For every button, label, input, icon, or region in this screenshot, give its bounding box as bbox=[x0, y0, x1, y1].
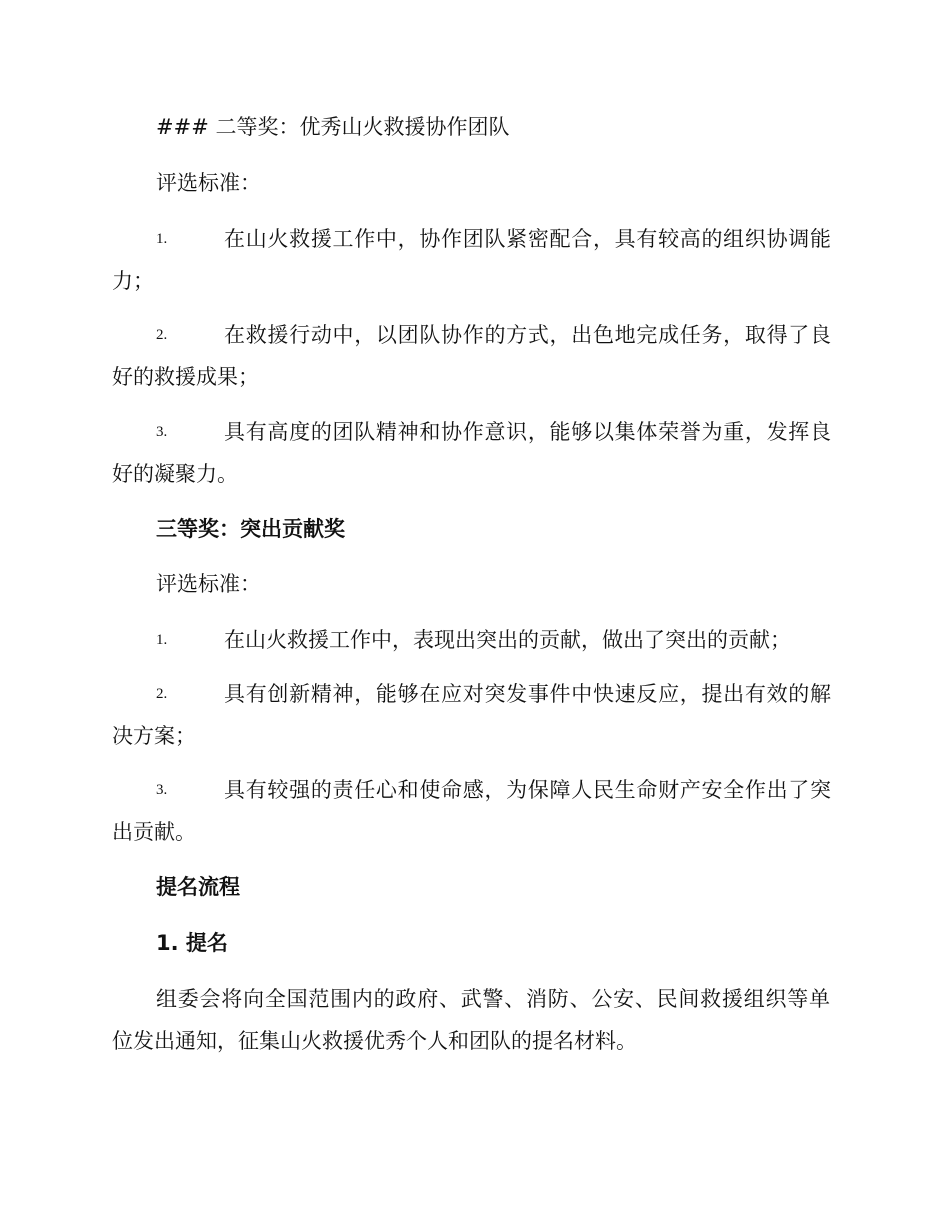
list-item-text-continued: 出贡献。 bbox=[112, 820, 196, 844]
list-item-text-continued: 决方案； bbox=[112, 724, 196, 748]
list-number: 1. bbox=[156, 632, 168, 648]
second-prize-criteria-label: 评选标准： bbox=[156, 171, 261, 195]
third-prize-criteria-label: 评选标准： bbox=[156, 572, 261, 596]
list-item-text-continued: 力； bbox=[112, 269, 154, 293]
list-item-text: 具有高度的团队精神和协作意识，能够以集体荣誉为重，发挥良 bbox=[224, 420, 831, 444]
list-number: 3. bbox=[156, 424, 168, 440]
list-item-text-continued: 好的凝聚力。 bbox=[112, 462, 238, 486]
list-number: 2. bbox=[156, 686, 168, 702]
third-prize-heading: 三等奖：突出贡献奖 bbox=[156, 517, 345, 541]
second-prize-heading: ### 二等奖：优秀山火救援协作团队 bbox=[156, 115, 510, 139]
nomination-heading: 提名流程 bbox=[156, 875, 240, 899]
list-number: 3. bbox=[156, 782, 168, 798]
nomination-paragraph-line-2: 位发出通知，征集山火救援优秀个人和团队的提名材料。 bbox=[112, 1029, 637, 1053]
list-item-text-continued: 好的救援成果； bbox=[112, 365, 259, 389]
nomination-step-heading: 1. 提名 bbox=[156, 931, 228, 955]
list-number: 2. bbox=[156, 327, 168, 343]
nomination-paragraph-line-1: 组委会将向全国范围内的政府、武警、消防、公安、民间救援组织等单 bbox=[156, 987, 830, 1011]
list-item-text: 具有创新精神，能够在应对突发事件中快速反应，提出有效的解 bbox=[224, 682, 831, 706]
list-item-text: 在救援行动中，以团队协作的方式，出色地完成任务，取得了良 bbox=[224, 323, 831, 347]
list-item-text: 具有较强的责任心和使命感，为保障人民生命财产安全作出了突 bbox=[224, 778, 831, 802]
list-item-text: 在山火救援工作中，协作团队紧密配合，具有较高的组织协调能 bbox=[224, 227, 831, 251]
list-number: 1. bbox=[156, 231, 168, 247]
list-item-text: 在山火救援工作中，表现出突出的贡献，做出了突出的贡献； bbox=[224, 628, 791, 652]
